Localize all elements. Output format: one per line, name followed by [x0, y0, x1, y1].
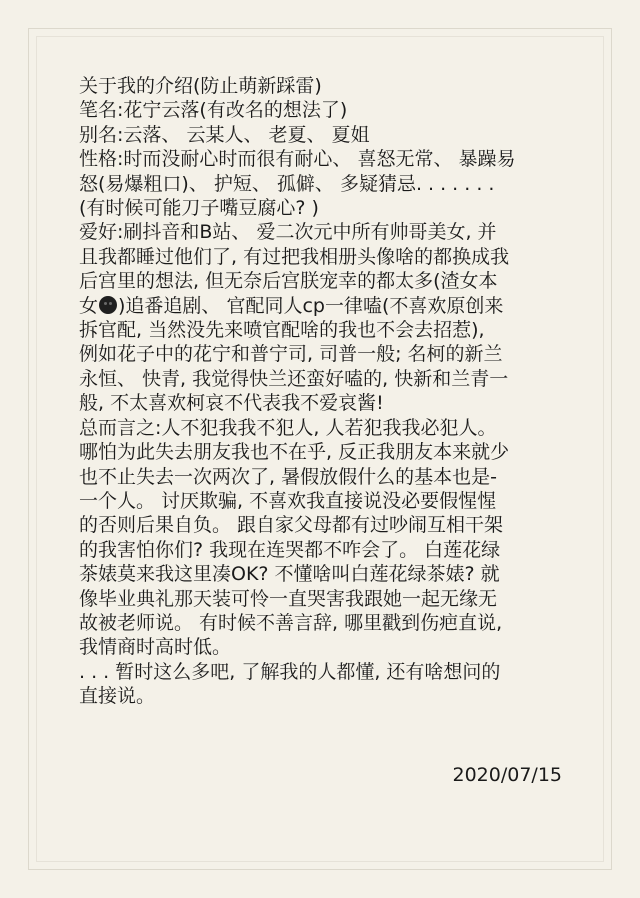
note-line: 故被老师说。 有时候不善言辞, 哪里戳到伤疤直说,: [79, 611, 503, 634]
note-line: 的否则后果自负。 跟自家父母都有过吵闹互相干架: [79, 514, 504, 537]
note-line: 直接说。: [79, 685, 156, 708]
note-line: 茶婊莫来我这里凑OK? 不懂啥叫白莲花绿茶婊? 就: [79, 563, 500, 586]
note-line: 永恒、 快青, 我觉得快兰还蛮好嗑的, 快新和兰青一: [79, 367, 509, 390]
note-line-head: 女: [79, 294, 99, 317]
note-line: (有时候可能刀子嘴豆腐心? ): [79, 197, 319, 220]
note-line: 像毕业典礼那天装可怜一直哭害我跟她一起无缘无: [79, 587, 498, 610]
note-text: [79, 74, 569, 709]
dark-face-emoji-icon: [99, 296, 117, 314]
note-line: 关于我的介绍(防止萌新踩雷): [79, 75, 322, 97]
note-line-tail: )追番追剧、 官配同人cp一律嗑(不喜欢原创来: [118, 294, 504, 317]
note-line: 性格:时而没耐心时而很有耐心、 喜怒无常、 暴躁易: [79, 148, 516, 171]
note-line: 也不止失去一次两次了, 暑假放假什么的基本也是-: [79, 465, 497, 488]
note-line: 哪怕为此失去朋友我也不在乎, 反正我朋友本来就少: [79, 441, 510, 464]
note-date: 2020/07/15: [452, 764, 562, 786]
note-line: 的我害怕你们? 我现在连哭都不咋会了。 白莲花绿: [79, 538, 501, 561]
note-line: 一个人。 讨厌欺骗, 不喜欢我直接说没必要假惺惺: [79, 489, 497, 512]
note-line: 怒(易爆粗口)、 护短、 孤僻、 多疑猜忌. . . . . . .: [79, 172, 495, 195]
note-line: 例如花子中的花宁和普宁司, 司普一般; 名柯的新兰: [79, 343, 503, 366]
note-line: 拆官配, 当然没先来喷官配啥的我也不会去招惹),: [79, 319, 485, 342]
note-line: 别名:云落、 云某人、 老夏、 夏姐: [79, 123, 370, 146]
note-line-with-emoji: [79, 294, 569, 318]
note-line: . . . 暂时这么多吧, 了解我的人都懂, 还有啥想问的: [79, 660, 501, 683]
note-line: 我情商时高时低。: [79, 636, 232, 659]
note-line: 后宫里的想法, 但无奈后宫朕宠幸的都太多(渣女本: [79, 270, 498, 293]
note-line: 般, 不太喜欢柯哀不代表我不爱哀酱!: [79, 392, 384, 415]
note-line: 笔名:花宁云落(有改名的想法了): [79, 99, 348, 122]
note-line: 总而言之:人不犯我我不犯人, 人若犯我我必犯人。: [79, 416, 497, 439]
note-line: 爱好:刷抖音和B站、 爱二次元中所有帅哥美女, 并: [79, 221, 497, 244]
note-line: 且我都睡过他们了, 有过把我相册头像啥的都换成我: [79, 245, 510, 268]
